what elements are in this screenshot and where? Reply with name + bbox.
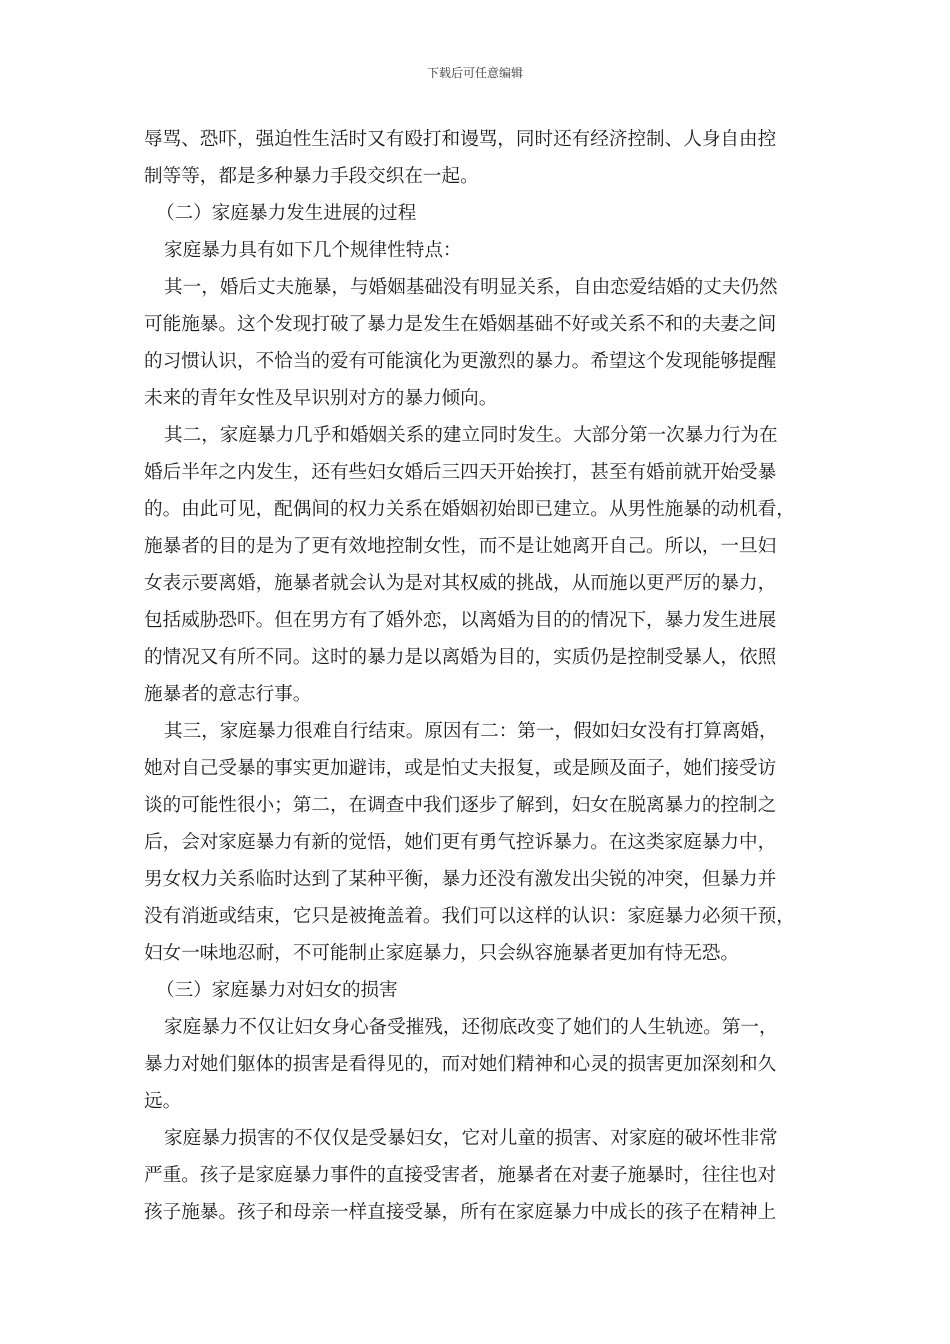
text-line: 其三，家庭暴力很难自行结束。原因有二：第一，假如妇女没有打算离婚， bbox=[164, 721, 778, 742]
text-line: 孩子施暴。孩子和母亲一样直接受暴，所有在家庭暴力中成长的孩子在精神上 bbox=[144, 1202, 777, 1223]
text-line: 家庭暴力具有如下几个规律性特点： bbox=[164, 240, 462, 261]
text-line: 严重。孩子是家庭暴力事件的直接受害者，施暴者在对妻子施暴时，往往也对 bbox=[144, 1165, 777, 1186]
text-line: （三）家庭暴力对妇女的损害 bbox=[156, 980, 398, 1001]
text-line: 后，会对家庭暴力有新的觉悟，她们更有勇气控诉暴力。在这类家庭暴力中， bbox=[144, 832, 777, 853]
text-line: 辱骂、恐吓，强迫性生活时又有殴打和谩骂，同时还有经济控制、人身自由控 bbox=[144, 129, 777, 150]
text-line: 施暴者的意志行事。 bbox=[144, 684, 312, 705]
text-line: 的。由此可见，配偶间的权力关系在婚姻初始即已建立。从男性施暴的动机看， bbox=[144, 499, 795, 520]
page-header: 下载后可任意编辑 bbox=[426, 66, 523, 80]
paragraph bbox=[144, 232, 808, 269]
paragraph bbox=[144, 713, 808, 972]
text-line: 没有消逝或结束，它只是被掩盖着。我们可以这样的认识：家庭暴力必须干预， bbox=[144, 906, 795, 927]
text-line: 她对自己受暴的事实更加避讳，或是怕丈夫报复，或是顾及面子，她们接受访 bbox=[144, 758, 777, 779]
text-line: 其二，家庭暴力几乎和婚姻关系的建立同时发生。大部分第一次暴力行为在 bbox=[164, 425, 778, 446]
paragraph bbox=[144, 269, 808, 417]
text-line: 暴力对她们躯体的损害是看得见的，而对她们精神和心灵的损害更加深刻和久 bbox=[144, 1054, 777, 1075]
text-line: 其一，婚后丈夫施暴，与婚姻基础没有明显关系，自由恋爱结婚的丈夫仍然 bbox=[164, 277, 778, 298]
text-line: 男女权力关系临时达到了某种平衡，暴力还没有激发出尖锐的冲突，但暴力并 bbox=[144, 869, 777, 890]
paragraph bbox=[144, 417, 808, 713]
document-body bbox=[144, 121, 808, 1231]
text-line: 包括威胁恐吓。但在男方有了婚外恋，以离婚为目的的情况下，暴力发生进展 bbox=[144, 610, 777, 631]
text-line: 婚后半年之内发生，还有些妇女婚后三四天开始挨打，甚至有婚前就开始受暴 bbox=[144, 462, 777, 483]
section-heading bbox=[144, 972, 808, 1009]
text-line: 施暴者的目的是为了更有效地控制女性，而不是让她离开自己。所以，一旦妇 bbox=[144, 536, 777, 557]
text-line: 可能施暴。这个发现打破了暴力是发生在婚姻基础不好或关系不和的夫妻之间 bbox=[144, 314, 777, 335]
paragraph bbox=[144, 1009, 808, 1120]
paragraph bbox=[144, 1120, 808, 1231]
text-line: 制等等，都是多种暴力手段交织在一起。 bbox=[144, 166, 479, 187]
text-line: 家庭暴力不仅让妇女身心备受摧残，还彻底改变了她们的人生轨迹。第一， bbox=[164, 1017, 778, 1038]
text-line: 女表示要离婚，施暴者就会认为是对其权威的挑战，从而施以更严厉的暴力， bbox=[144, 573, 777, 594]
text-line: 谈的可能性很小；第二，在调查中我们逐步了解到，妇女在脱离暴力的控制之 bbox=[144, 795, 777, 816]
text-line: 妇女一味地忍耐，不可能制止家庭暴力，只会纵容施暴者更加有恃无恐。 bbox=[144, 943, 740, 964]
paragraph bbox=[144, 121, 808, 195]
text-line: 的情况又有所不同。这时的暴力是以离婚为目的，实质仍是控制受暴人，依照 bbox=[144, 647, 777, 668]
text-line: （二）家庭暴力发生进展的过程 bbox=[156, 203, 417, 224]
text-line: 远。 bbox=[144, 1091, 182, 1112]
text-line: 未来的青年女性及早识别对方的暴力倾向。 bbox=[144, 388, 498, 409]
text-line: 家庭暴力损害的不仅仅是受暴妇女，它对儿童的损害、对家庭的破坏性非常 bbox=[164, 1128, 778, 1149]
section-heading bbox=[144, 195, 808, 232]
text-line: 的习惯认识，不恰当的爱有可能演化为更激烈的暴力。希望这个发现能够提醒 bbox=[144, 351, 777, 372]
